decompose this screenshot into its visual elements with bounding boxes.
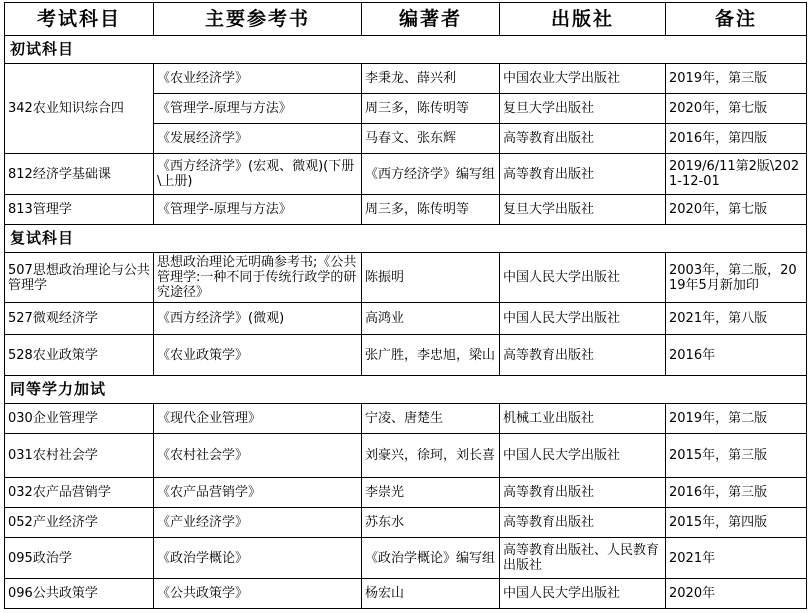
section-title-initial: 初试科目: [5, 36, 807, 64]
publisher-cell: 中国人民大学出版社: [500, 253, 666, 303]
note-cell: 2015年，第四版: [666, 508, 807, 538]
table-row: [5, 303, 807, 335]
author-cell: 杨宏山: [362, 579, 500, 609]
note-cell: 2003年，第二版，2019年5月新加印: [666, 253, 807, 303]
publisher-cell: 复旦大学出版社: [500, 195, 666, 225]
section-title-retest: 复试科目: [5, 225, 807, 253]
author-cell: 马春文、张东辉: [362, 124, 500, 154]
table-row: [5, 253, 807, 303]
header-book: 主要参考书: [154, 3, 362, 36]
note-cell: 2019/6/11第2版\2021-12-01: [666, 154, 807, 195]
reference-books-table: [4, 2, 807, 609]
book-cell: 《农业经济学》: [154, 64, 362, 94]
table-row: [5, 404, 807, 434]
book-cell: 《农产品营销学》: [154, 478, 362, 508]
author-cell: 苏东水: [362, 508, 500, 538]
author-cell: 张广胜，李忠旭，梁山: [362, 335, 500, 376]
publisher-cell: 高等教育出版社: [500, 154, 666, 195]
author-cell: 刘豪兴，徐珂，刘长喜: [362, 434, 500, 478]
table-row: [5, 195, 807, 225]
subject-cell: 096公共政策学: [5, 579, 154, 609]
author-cell: 宁凌、唐楚生: [362, 404, 500, 434]
book-cell: 《西方经济学》(宏观、微观)(下册\上册): [154, 154, 362, 195]
publisher-cell: 机械工业出版社: [500, 404, 666, 434]
author-cell: 周三多，陈传明等: [362, 94, 500, 124]
header-note: 备注: [666, 3, 807, 36]
publisher-cell: 高等教育出版社: [500, 478, 666, 508]
section-row: [5, 225, 807, 253]
note-cell: 2019年，第二版: [666, 404, 807, 434]
table-row: [5, 538, 807, 579]
note-cell: 2020年，第七版: [666, 195, 807, 225]
subject-cell: 812经济学基础课: [5, 154, 154, 195]
header-publisher: 出版社: [500, 3, 666, 36]
book-cell: 《公共政策学》: [154, 579, 362, 609]
note-cell: 2016年: [666, 335, 807, 376]
note-cell: 2020年，第七版: [666, 94, 807, 124]
subject-cell: 528农业政策学: [5, 335, 154, 376]
publisher-cell: 高等教育出版社: [500, 508, 666, 538]
author-cell: 《西方经济学》编写组: [362, 154, 500, 195]
subject-cell: 052产业经济学: [5, 508, 154, 538]
section-title-equivalent: 同等学力加试: [5, 376, 807, 404]
section-row: [5, 36, 807, 64]
note-cell: 2021年: [666, 538, 807, 579]
note-cell: 2015年，第三版: [666, 434, 807, 478]
book-cell: 《现代企业管理》: [154, 404, 362, 434]
subject-cell: 095政治学: [5, 538, 154, 579]
table-row: [5, 478, 807, 508]
header-author: 编著者: [362, 3, 500, 36]
subject-cell: 342农业知识综合四: [5, 64, 154, 154]
note-cell: 2020年: [666, 579, 807, 609]
subject-cell: 032农产品营销学: [5, 478, 154, 508]
header-subject: 考试科目: [5, 3, 154, 36]
subject-cell: 031农村社会学: [5, 434, 154, 478]
subject-cell: 030企业管理学: [5, 404, 154, 434]
note-cell: 2021年，第八版: [666, 303, 807, 335]
author-cell: 李秉龙、薛兴利: [362, 64, 500, 94]
publisher-cell: 高等教育出版社: [500, 124, 666, 154]
table-row: [5, 64, 807, 94]
author-cell: 高鸿业: [362, 303, 500, 335]
table-row: [5, 579, 807, 609]
table-row: [5, 434, 807, 478]
publisher-cell: 中国农业大学出版社: [500, 64, 666, 94]
book-cell: 《发展经济学》: [154, 124, 362, 154]
book-cell: 思想政治理论无明确参考书;《公共管理学:一种不同于传统行政学的研究途径》: [154, 253, 362, 303]
subject-cell: 507思想政治理论与公共管理学: [5, 253, 154, 303]
subject-cell: 813管理学: [5, 195, 154, 225]
subject-cell: 527微观经济学: [5, 303, 154, 335]
section-row: [5, 376, 807, 404]
author-cell: 陈振明: [362, 253, 500, 303]
book-cell: 《西方经济学》(微观): [154, 303, 362, 335]
publisher-cell: 中国人民大学出版社: [500, 579, 666, 609]
publisher-cell: 高等教育出版社、人民教育出版社: [500, 538, 666, 579]
table-row: [5, 335, 807, 376]
author-cell: 周三多，陈传明等: [362, 195, 500, 225]
book-cell: 《农村社会学》: [154, 434, 362, 478]
table-row: [5, 508, 807, 538]
book-cell: 《农业政策学》: [154, 335, 362, 376]
book-cell: 《管理学-原理与方法》: [154, 195, 362, 225]
header-row: [5, 3, 807, 36]
note-cell: 2016年，第三版: [666, 478, 807, 508]
author-cell: 《政治学概论》编写组: [362, 538, 500, 579]
book-cell: 《产业经济学》: [154, 508, 362, 538]
publisher-cell: 复旦大学出版社: [500, 94, 666, 124]
book-cell: 《管理学-原理与方法》: [154, 94, 362, 124]
publisher-cell: 高等教育出版社: [500, 335, 666, 376]
book-cell: 《政治学概论》: [154, 538, 362, 579]
author-cell: 李崇光: [362, 478, 500, 508]
publisher-cell: 中国人民大学出版社: [500, 303, 666, 335]
publisher-cell: 中国人民大学出版社: [500, 434, 666, 478]
note-cell: 2016年，第四版: [666, 124, 807, 154]
table-row: [5, 154, 807, 195]
note-cell: 2019年，第三版: [666, 64, 807, 94]
